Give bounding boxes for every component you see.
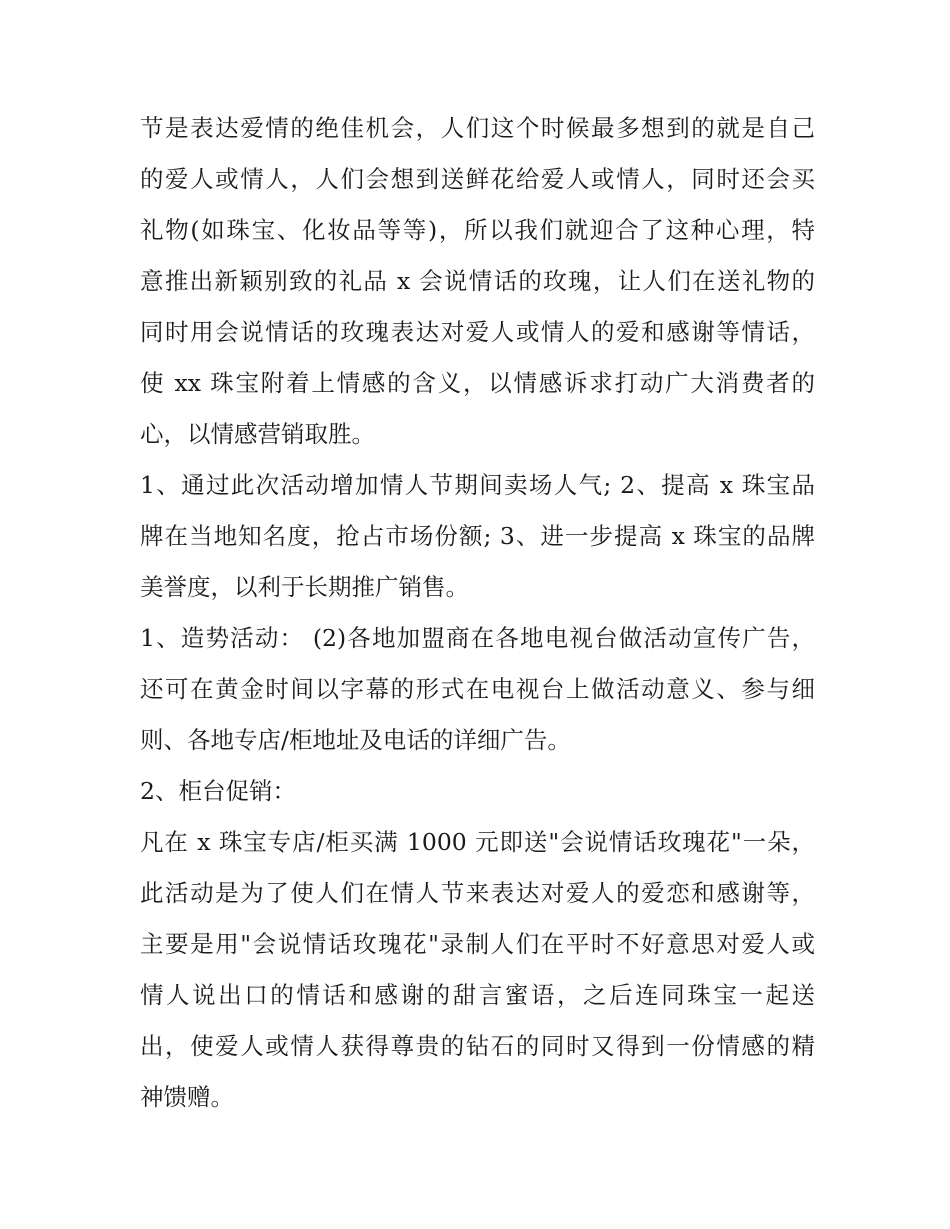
paragraph-counter-promotion [140,817,815,1123]
text-line: 还可在黄金时间以字幕的形式在电视台上做活动意义、参与细 [140,675,815,703]
document-body [140,103,815,1123]
text-line: 出，使爱人或情人获得尊贵的钻石的同时又得到一份情感的精 [140,1032,815,1060]
text-line: 美誉度，以利于长期推广销售。 [140,573,469,601]
text-line: 情人说出口的情话和感谢的甜言蜜语，之后连同珠宝一起送 [140,981,815,1009]
text-line: 节是表达爱情的绝佳机会，人们这个时候最多想到的就是自己 [140,114,815,142]
text-line: 2、柜台促销： [140,777,296,805]
text-line: 的爱人或情人，人们会想到送鲜花给爱人或情人，同时还会买 [140,165,815,193]
text-line: 1、通过此次活动增加情人节期间卖场人气; 2、提高 x 珠宝品 [140,471,815,499]
text-line: 同时用会说情话的玫瑰表达对爱人或情人的爱和感谢等情话， [140,318,815,346]
text-line: 意推出新颖别致的礼品 x 会说情话的玫瑰，让人们在送礼物的 [140,267,815,295]
paragraph-intro [140,103,815,460]
text-line: 神馈赠。 [140,1083,234,1111]
text-line: 礼物(如珠宝、化妆品等等)，所以我们就迎合了这种心理，特 [140,216,815,244]
text-line: 主要是用"会说情话玫瑰花"录制人们在平时不好意思对爱人或 [140,930,815,958]
paragraph-counter-heading [140,766,815,817]
paragraph-goals [140,460,815,613]
text-line: 心，以情感营销取胜。 [140,420,375,448]
text-line: 则、各地专店/柜地址及电话的详细广告。 [140,726,571,754]
text-line: 凡在 x 珠宝专店/柜买满 1000 元即送"会说情话玫瑰花"一朵， [140,828,815,856]
text-line: 牌在当地知名度，抢占市场份额; 3、进一步提高 x 珠宝的品牌 [140,522,815,550]
text-line: 1、造势活动： (2)各地加盟商在各地电视台做活动宣传广告， [140,624,815,652]
text-line: 使 xx 珠宝附着上情感的含义，以情感诉求打动广大消费者的 [140,369,815,397]
text-line: 此活动是为了使人们在情人节来表达对爱人的爱恋和感谢等， [140,879,815,907]
paragraph-publicity [140,613,815,766]
